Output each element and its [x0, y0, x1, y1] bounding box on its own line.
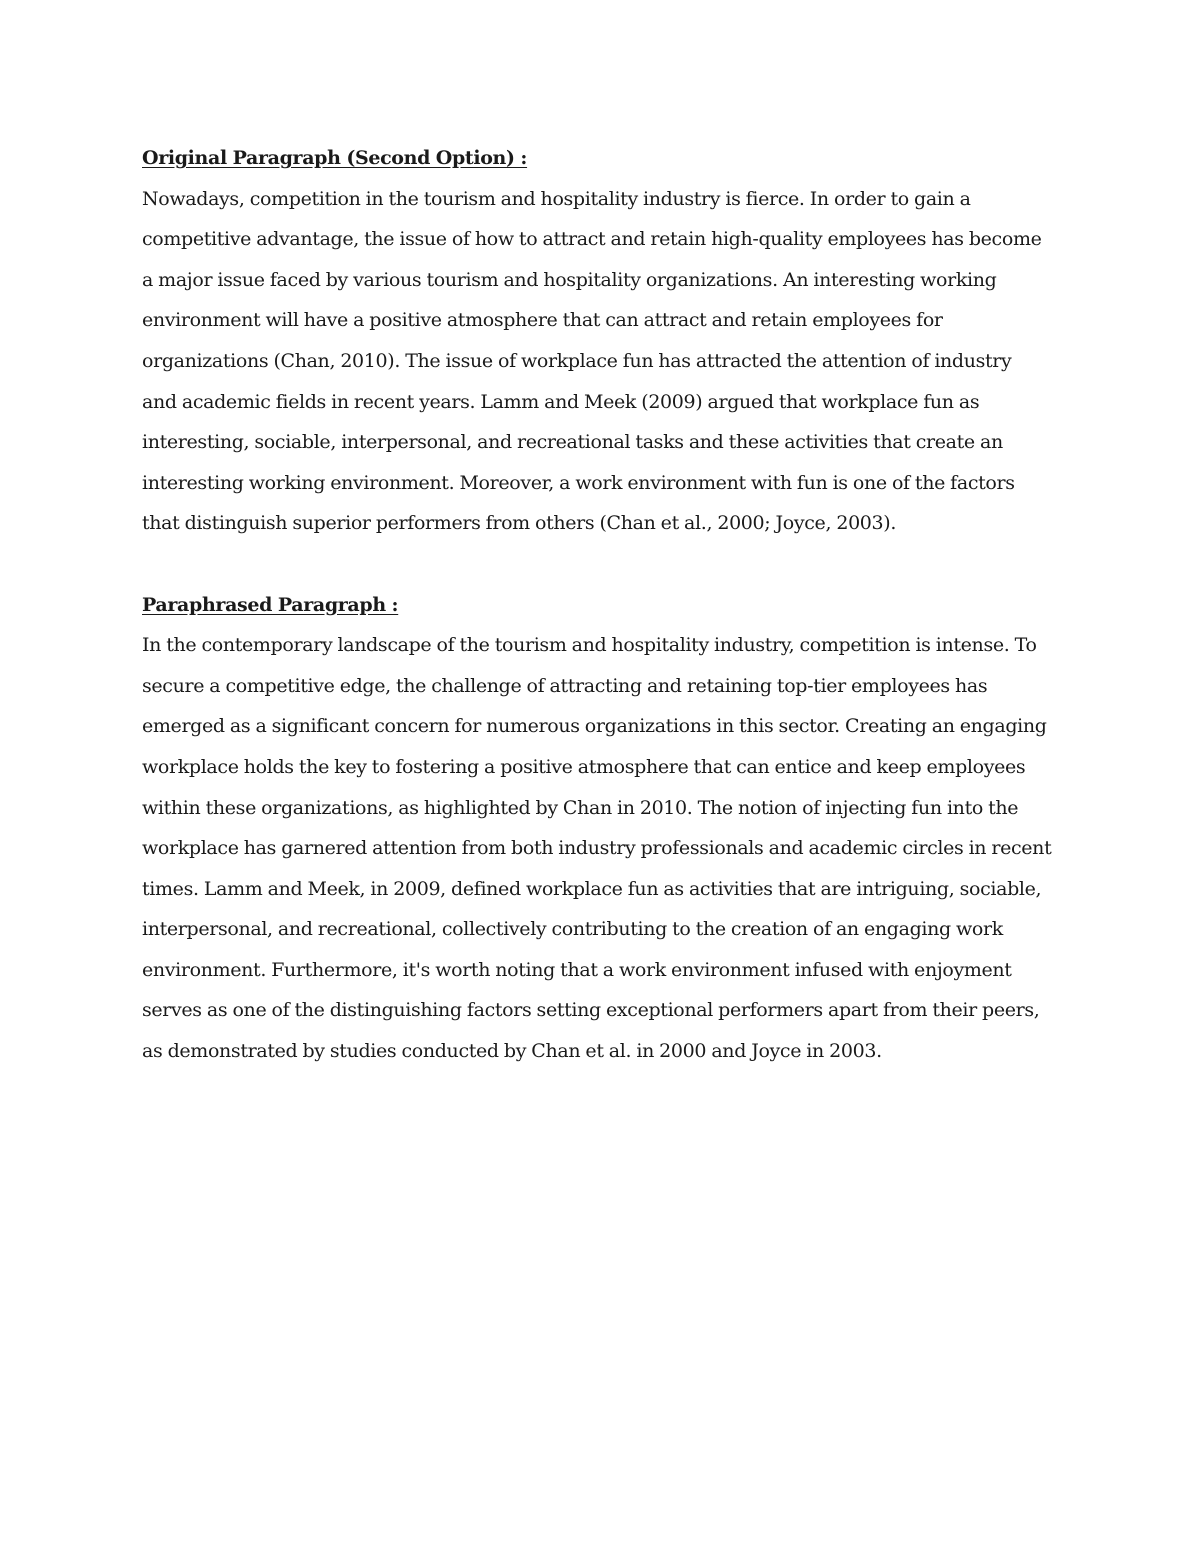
paragraph-line: competitive advantage, the issue of how to attract and retain high-quality employees has become	[142, 228, 1042, 251]
paragraph-line: emerged as a significant concern for numerous organizations in this sector. Creating an engaging	[142, 715, 1047, 738]
paragraph-line: a major issue faced by various tourism and hospitality organizations. An interesting working	[142, 268, 997, 291]
paraphrased-paragraph-heading: Paraphrased Paragraph :	[142, 593, 399, 616]
paragraph-line: interesting, sociable, interpersonal, and recreational tasks and these activities that create an	[142, 431, 1003, 454]
paragraph-line: serves as one of the distinguishing factors setting exceptional performers apart from their peers,	[142, 999, 1040, 1022]
document-body	[142, 138, 1062, 1072]
paragraph-line: In the contemporary landscape of the tourism and hospitality industry, competition is intense. To	[142, 634, 1037, 657]
paragraph-line: Nowadays, competition in the tourism and hospitality industry is fierce. In order to gain a	[142, 187, 971, 210]
paragraph-line: organizations (Chan, 2010). The issue of workplace fun has attracted the attention of industry	[142, 349, 1012, 372]
paraphrased-paragraph-section	[142, 585, 1062, 1072]
paragraph-line: environment. Furthermore, it's worth noting that a work environment infused with enjoyment	[142, 958, 1012, 981]
section-spacer	[142, 544, 1062, 585]
paragraph-line: workplace holds the key to fostering a positive atmosphere that can entice and keep employees	[142, 755, 1026, 778]
paragraph-line: times. Lamm and Meek, in 2009, defined workplace fun as activities that are intriguing, sociable,	[142, 877, 1042, 900]
paraphrased-paragraph-text	[142, 625, 1062, 1072]
paragraph-line: interesting working environment. Moreover, a work environment with fun is one of the factors	[142, 471, 1015, 494]
paragraph-line: secure a competitive edge, the challenge of attracting and retaining top-tier employees has	[142, 674, 988, 697]
paragraph-line: within these organizations, as highlighted by Chan in 2010. The notion of injecting fun into the	[142, 796, 1019, 819]
paragraph-line: that distinguish superior performers from others (Chan et al., 2000; Joyce, 2003).	[142, 512, 897, 535]
original-paragraph-heading: Original Paragraph (Second Option) :	[142, 147, 528, 169]
paragraph-line: workplace has garnered attention from both industry professionals and academic circles in recent	[142, 837, 1052, 860]
paragraph-line: as demonstrated by studies conducted by Chan et al. in 2000 and Joyce in 2003.	[142, 1040, 882, 1063]
original-paragraph-section	[142, 138, 1062, 544]
original-paragraph-text	[142, 179, 1062, 544]
paragraph-line: environment will have a positive atmosphere that can attract and retain employees for	[142, 309, 943, 332]
paragraph-line: interpersonal, and recreational, collectively contributing to the creation of an engaging work	[142, 918, 1003, 941]
paragraph-line: and academic fields in recent years. Lamm and Meek (2009) argued that workplace fun as	[142, 390, 980, 413]
